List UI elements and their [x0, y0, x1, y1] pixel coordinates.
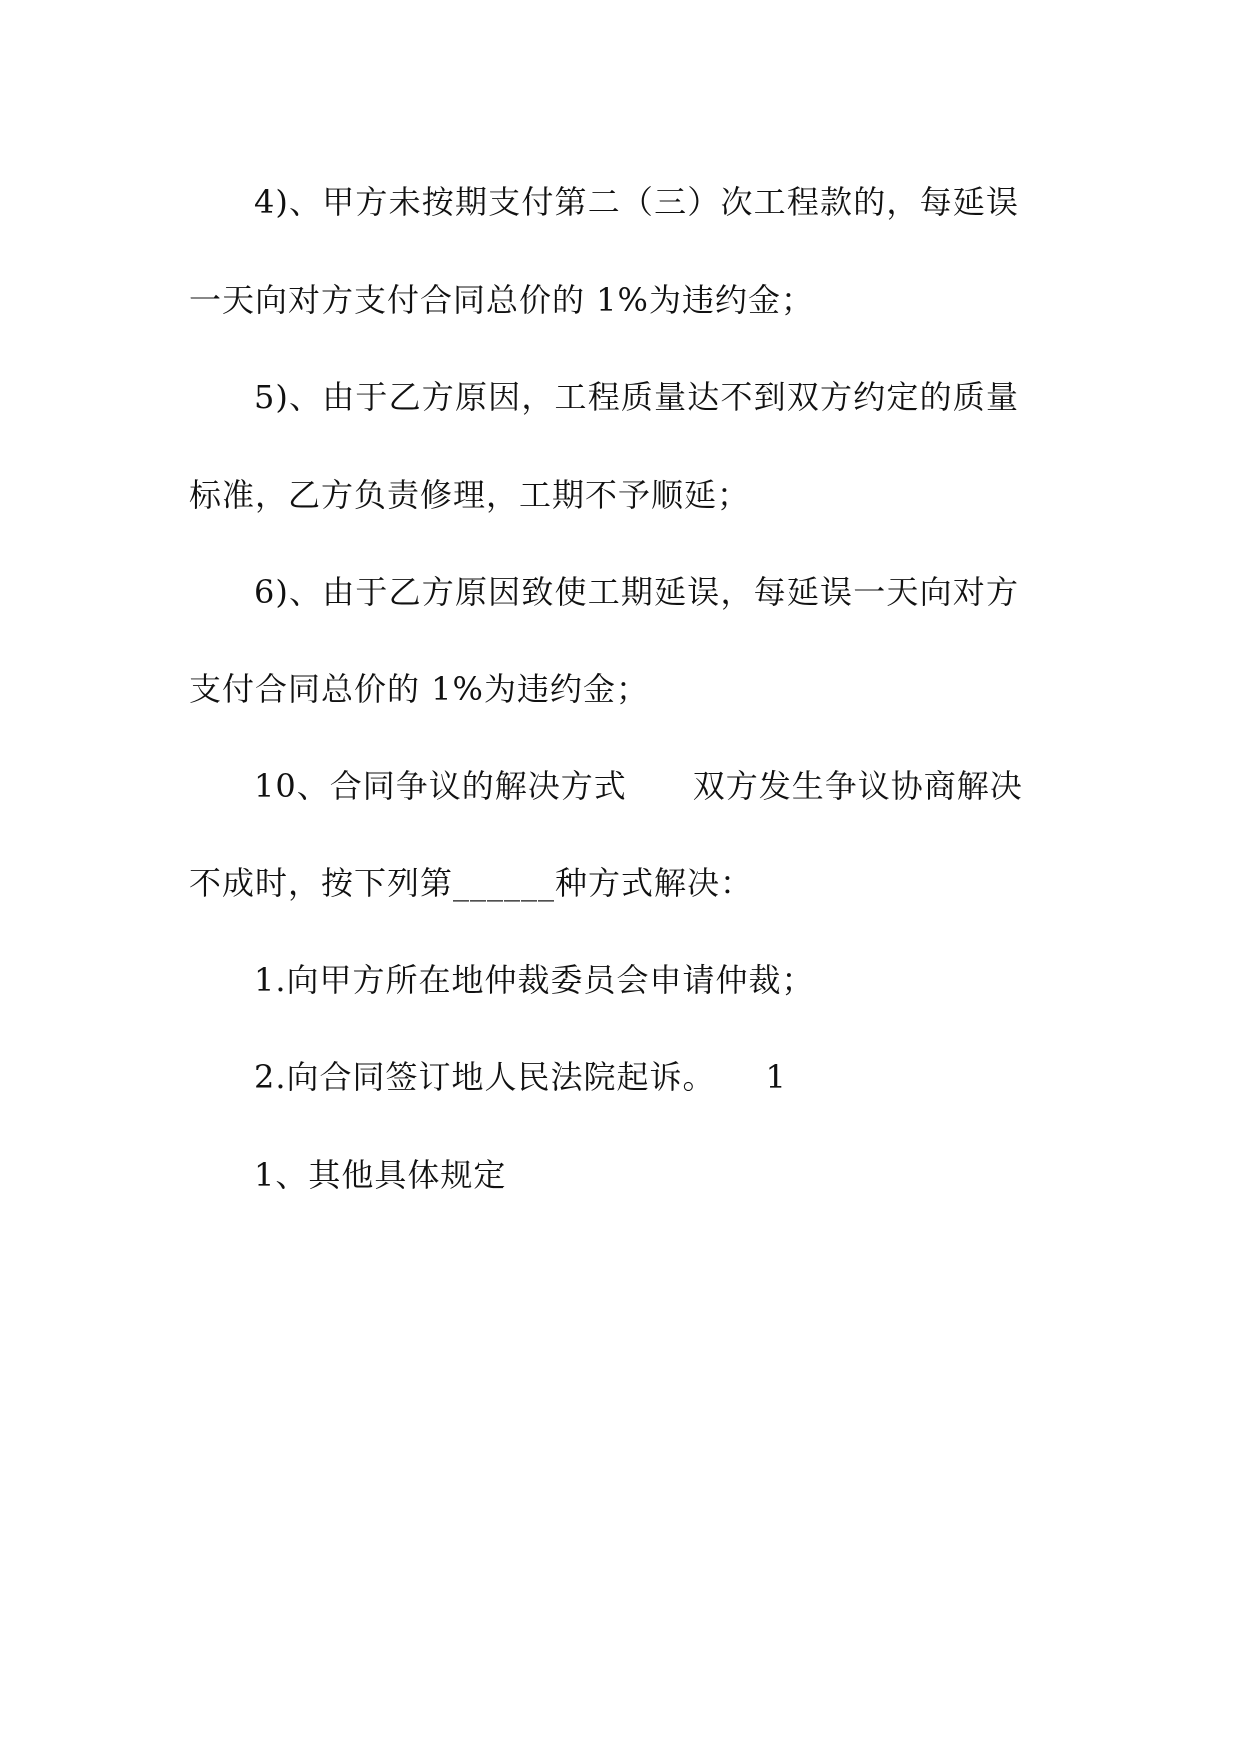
other-provisions-heading: 1、其他具体规定: [254, 1156, 507, 1194]
clause-4-line-2: 一天向对方支付合同总价的 1%为违约金；: [189, 281, 814, 319]
option-litigation: 2.向合同签订地人民法院起诉。 1: [254, 1058, 787, 1096]
clause-5-line-1: 5)、由于乙方原因，工程质量达不到双方约定的质量: [254, 378, 1019, 416]
option-arbitration: 1.向甲方所在地仲裁委员会申请仲裁；: [254, 961, 815, 999]
clause-6-line-1: 6)、由于乙方原因致使工期延误，每延误一天向对方: [254, 573, 1019, 611]
dispute-resolution-line-1: 10、合同争议的解决方式 双方发生争议协商解决: [254, 767, 1023, 805]
clause-6-line-2: 支付合同总价的 1%为违约金；: [189, 670, 649, 708]
clause-4-line-1: 4)、甲方未按期支付第二（三）次工程款的，每延误: [254, 183, 1019, 221]
dispute-resolution-line-2: 不成时，按下列第______种方式解决：: [189, 864, 754, 902]
clause-5-line-2: 标准，乙方负责修理，工期不予顺延；: [189, 476, 751, 514]
